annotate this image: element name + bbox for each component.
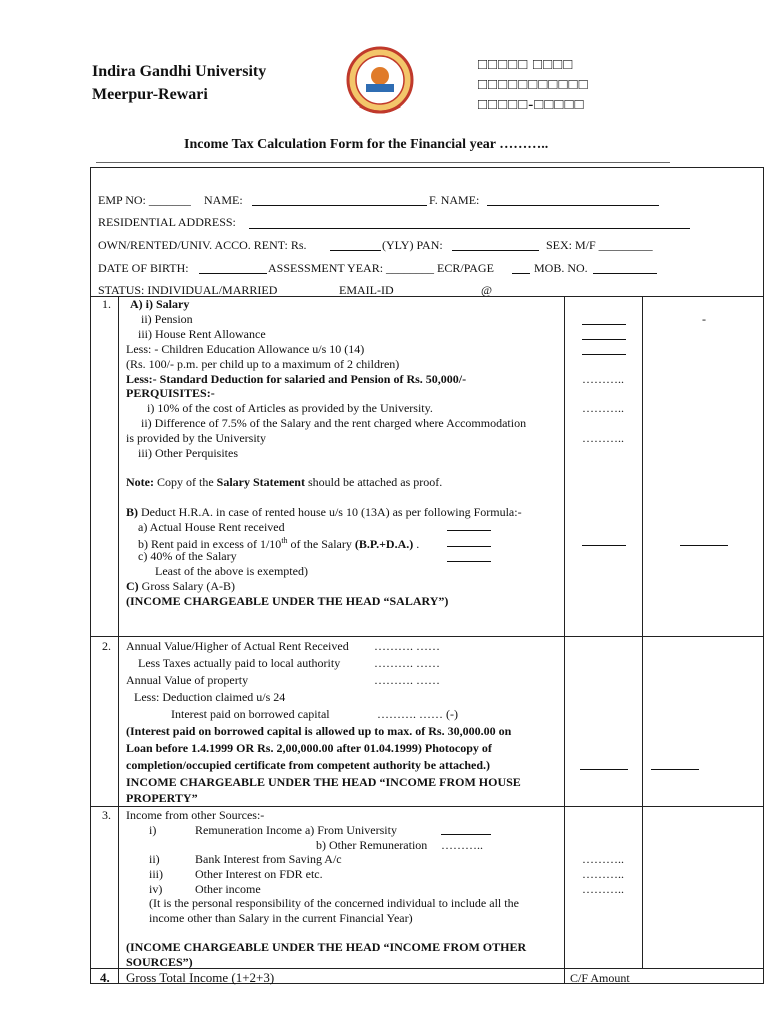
interest-note-3: completion/occupied certificate from competent authority be attached.) [126,758,491,772]
interest-note-1: (Interest paid on borrowed capital is allowed up to max. of Rs. 30,000.00 on [126,724,512,738]
fdr-interest-label: Other Interest on FDR etc. [195,867,323,881]
email-label: EMAIL-ID [339,283,394,297]
gross-salary-label: Gross Salary (A-B) [138,579,235,593]
less-taxes-amount[interactable]: ………. …… [374,656,440,670]
university-name [92,60,266,106]
sec2-number: 2. [102,639,111,653]
bank-interest-amount[interactable]: ……….. [582,852,624,866]
note-text [126,475,442,489]
row2-rule [90,636,764,637]
children-allowance-label: Less: - Children Education Allowance u/s 10 (14) [126,342,365,356]
gross-salary-prefix: C) [126,579,139,593]
hindi-line1: □□□□□ □□□□ [478,57,574,73]
dob-label: DATE OF BIRTH: [98,261,189,275]
property-value-amount[interactable]: ………. …… [374,673,440,687]
num-column-rule [118,296,119,984]
annual-value-label: Annual Value/Higher of Actual Rent Received [126,639,349,653]
forty-percent-label: c) 40% of the Salary [138,549,237,563]
actual-rent-label: a) Actual House Rent received [138,520,285,534]
other-iii-marker: iii) [149,867,163,881]
rent-excess-mid: of the Salary [287,537,355,551]
other-i-marker: i) [149,823,157,837]
hindi-line2: □□□□□□□□□□□ [478,77,589,93]
pan-input[interactable] [452,250,539,251]
mob-label: MOB. NO. [534,261,588,275]
deduction-24-label: Less: Deduction claimed u/s 24 [134,690,286,704]
responsibility-note-1: (It is the personal responsibility of the concerned individual to include all the [149,896,519,910]
responsibility-note-2: income other than Salary in the current Financial Year) [149,911,413,925]
note-end: should be attached as proof. [304,475,443,489]
other-income-amount[interactable]: ……….. [582,882,624,896]
rent-input[interactable] [330,250,381,251]
own-rent-label: OWN/RENTED/UNIV. ACCO. RENT: Rs. [98,238,307,252]
sec4-number: 4. [100,970,110,985]
email-at: @ [481,283,493,297]
other-sources-heading: Income from other Sources:- [126,808,265,822]
interest-amount[interactable]: ………. …… (-) [377,707,458,721]
perquisite-1-amount[interactable]: ……….. [582,401,624,415]
row3-rule [90,806,764,807]
other-income-label: Other income [195,882,261,896]
rent-excess-end: . [413,537,420,551]
house-property-total[interactable] [651,769,699,770]
other-remuneration-amount[interactable]: ……….. [441,838,483,852]
table-top-rule [90,296,764,297]
amount-column-rule [564,296,565,984]
bank-interest-label: Bank Interest from Saving A/c [195,852,342,866]
rent-excess-sup: th [281,536,288,545]
house-property-amount[interactable] [580,769,628,770]
house-property-chargeable: INCOME CHARGEABLE UNDER THE HEAD “INCOME FROM HOUSE [126,775,521,789]
rent-excess-bold: (B.P.+D.A.) [354,537,414,551]
perquisite-2-cont: is provided by the University [126,431,266,445]
address-input[interactable] [249,228,690,229]
perquisite-2: ii) Difference of 7.5% of the Salary and the rent charged where Accommodation [141,416,527,430]
interest-note-2: Loan before 1.4.1999 OR Rs. 2,00,000.00 after 01.04.1999) Photocopy of [126,741,492,755]
hra-exempt-amount[interactable] [582,545,626,546]
hindi-header [478,55,589,115]
assessment-label: ASSESSMENT YEAR: ________ ECR/PAGE [268,261,494,275]
children-limit-note: (Rs. 100/- p.m. per child up to a maximum of 2 children) [126,357,400,371]
form-title: Income Tax Calculation Form for the Financial year ……….. [184,137,549,152]
university-name-line1: Indira Gandhi University [92,63,267,80]
salary-chargeable-label: (INCOME CHARGEABLE UNDER THE HEAD “SALARY”) [126,594,449,608]
rent-excess-input[interactable] [447,546,491,547]
emp-no-label: EMP NO: _______ [98,193,191,207]
pension-amount[interactable] [582,339,626,340]
gross-salary-text [126,579,235,593]
perquisite-2-amount[interactable]: ……….. [582,431,624,445]
interest-label: Interest paid on borrowed capital [171,707,330,721]
pension-label: ii) Pension [141,312,193,326]
deduct-hra-prefix: B) [126,505,138,519]
hindi-line3: □□□□□-□□□□□ [478,97,585,113]
yly-pan-label: (YLY) PAN: [382,238,443,252]
house-property-chargeable-cont: PROPERTY” [126,791,198,805]
salary-amount[interactable] [582,324,626,325]
standard-deduction-label: Less:- Standard Deduction for salaried and Pension of Rs. 50,000/- [126,372,467,386]
ecr-input[interactable] [512,273,530,274]
annual-value-amount[interactable]: ………. …… [374,639,440,653]
perquisites-heading: PERQUISITES:- [126,386,215,400]
status-label: STATUS: INDIVIDUAL/MARRIED [98,283,278,297]
deduct-hra-label: Deduct H.R.A. in case of rented house u/s 10 (13A) as per following Formula:- [138,505,522,519]
note-bold: Salary Statement [216,475,305,489]
salary-head-total[interactable] [680,545,728,546]
total-column-rule [642,296,643,968]
university-remuneration-input[interactable] [441,834,491,835]
fdr-interest-amount[interactable]: ……….. [582,867,624,881]
least-exempt-note: Least of the above is exempted) [155,564,308,578]
deduction-amount[interactable]: ……….. [582,372,624,386]
gross-total-label: Gross Total Income (1+2+3) [126,970,275,985]
actual-rent-input[interactable] [447,530,491,531]
carry-forward-label: C/F Amount [570,971,630,985]
salary-total-dash: - [702,312,706,326]
fname-input[interactable] [487,205,659,206]
other-remuneration-label: b) Other Remuneration [316,838,428,852]
deduct-hra-text [126,505,522,519]
forty-percent-input[interactable] [447,561,491,562]
dob-input[interactable] [199,273,267,274]
hra-label: iii) House Rent Allowance [138,327,266,341]
other-sources-chargeable-cont: SOURCES”) [126,955,193,969]
note-prefix: Note: [126,475,154,489]
other-iv-marker: iv) [149,882,163,896]
address-label: RESIDENTIAL ADDRESS: [98,215,236,229]
university-logo-icon [346,46,414,120]
perquisite-1: i) 10% of the cost of Articles as provided by the University. [147,401,433,415]
salary-label: A) i) Salary [130,297,190,311]
perquisite-3: iii) Other Perquisites [138,446,238,460]
name-input[interactable] [252,205,427,206]
sex-label: SEX: M/F _________ [546,238,653,252]
hra-amount[interactable] [582,354,626,355]
less-taxes-label: Less Taxes actually paid to local authority [138,656,341,670]
university-name-line2: Meerpur-Rewari [92,86,208,103]
remuneration-label: Remuneration Income a) From University [195,823,397,837]
rent-excess-pre: b) Rent paid in excess of 1/10 [138,537,282,551]
fname-label: F. NAME: [429,193,480,207]
mob-input[interactable] [593,273,657,274]
property-value-label: Annual Value of property [126,673,249,687]
sec3-number: 3. [102,808,111,822]
sec1-number: 1. [102,297,111,311]
other-ii-marker: ii) [149,852,160,866]
other-sources-chargeable: (INCOME CHARGEABLE UNDER THE HEAD “INCOME FROM OTHER [126,940,527,954]
name-label: NAME: [204,193,243,207]
note-middle: Copy of the [153,475,217,489]
title-divider [96,162,670,163]
